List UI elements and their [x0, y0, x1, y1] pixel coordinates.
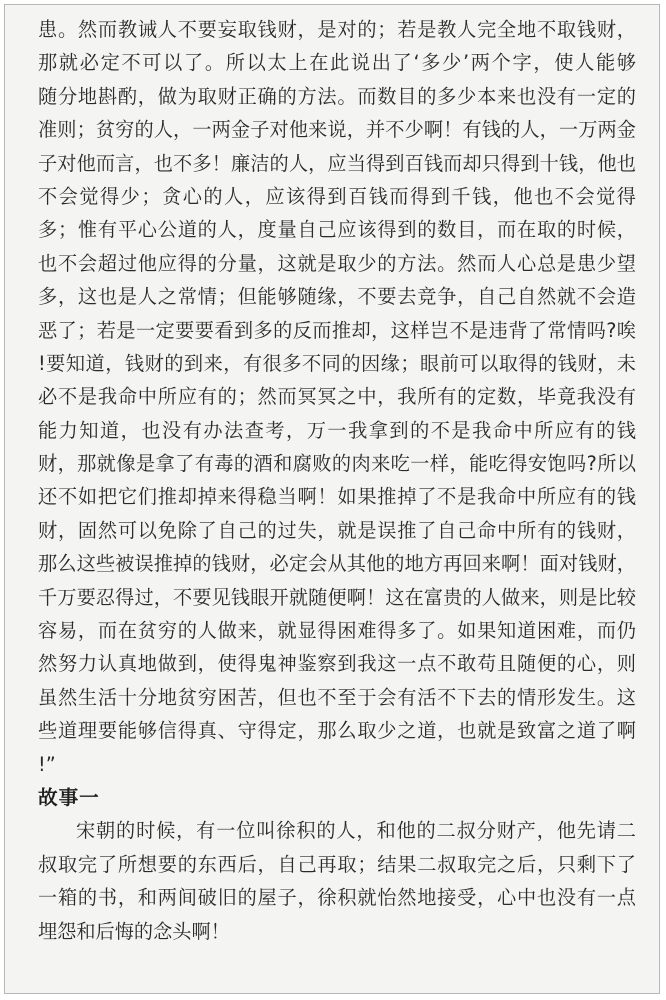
text-line: 财，固然可以免除了自己的过失，就是误推了自己命中所有的钱财，: [38, 518, 636, 542]
book-page: [4, 4, 660, 994]
text-line: 也不会超过他应得的分量，这就是取少的方法。然而人心总是患少望: [38, 251, 636, 275]
paragraph: [38, 814, 636, 948]
text-line: !”: [38, 752, 56, 776]
section-heading: 故事一: [38, 785, 100, 809]
text-line: !要知道，钱财的到来，有很多不同的因缘；眼前可以取得的钱财，未: [38, 351, 636, 375]
text-line: 埋怨和后悔的念头啊！: [38, 919, 230, 943]
text-line: 那么这些被误推掉的钱财，必定会从其他的地方再回来啊！面对钱财，: [38, 552, 636, 576]
text-line: 多；惟有平心公道的人，度量自己应该得到的数目，而在取的时候，: [38, 218, 636, 242]
text-line: 还不如把它们推却掉来得稳当啊！如果推掉了不是我命中所应有的钱: [38, 485, 636, 509]
text-line: 千万要忍得过，不要见钱眼开就随便啊！这在富贵的人做来，则是比较: [38, 585, 636, 609]
text-line: 财，那就像是拿了有毒的酒和腐败的肉来吃一样，能吃得安饱吗?所以: [38, 452, 636, 476]
text-line: 然努力认真地做到，使得鬼神鉴察到我这一点不敢苟且随便的心，则: [38, 652, 636, 676]
text-line: 虽然生活十分地贫穷困苦，但也不至于会有活不下去的情形发生。这: [38, 685, 636, 709]
text-line: 能力知道，也没有办法查考，万一我拿到的不是我命中所应有的钱: [38, 418, 636, 442]
text-line: 患。然而教诫人不要妄取钱财，是对的；若是教人完全地不取钱财，: [38, 18, 636, 41]
text-line: 一箱的书，和两间破旧的屋子，徐积就怡然地接受，心中也没有一点: [38, 886, 636, 910]
page-content: [38, 13, 636, 948]
text-line: 多，这也是人之常情；但能够随缘，不要去竞争，自己自然就不会造: [38, 285, 636, 309]
text-line: 叔取完了所想要的东西后，自己再取；结果二叔取完之后，只剩下了: [38, 852, 636, 876]
text-line: 那就必定不可以了。所以太上在此说出了‘多少’两个字，使人能够: [38, 51, 636, 75]
text-line: 必不是我命中所应有的；然而冥冥之中，我所有的定数，毕竟我没有: [38, 385, 636, 409]
text-line: 容易，而在贫穷的人做来，就显得困难得多了。如果知道困难，而仍: [38, 619, 636, 643]
paragraph: [38, 13, 636, 781]
text-line: 恶了；若是一定要要看到多的反而推却，这样岂不是违背了常情吗?唉: [38, 318, 636, 342]
text-line: 些道理要能够信得真、守得定，那么取少之道，也就是致富之道了啊: [38, 719, 636, 743]
text-line: 随分地斟酌，做为取财正确的方法。而数目的多少本来也没有一定的: [38, 84, 636, 108]
text-line: 子对他而言，也不多！廉洁的人，应当得到百钱而却只得到十钱，他也: [38, 151, 636, 175]
text-line: 不会觉得少；贪心的人，应该得到百钱而得到千钱，他也不会觉得: [38, 184, 636, 208]
text-line: 宋朝的时候，有一位叫徐积的人，和他的二叔分财产，他先请二: [76, 819, 636, 843]
text-line: 准则；贫穷的人，一两金子对他来说，并不少啊！有钱的人，一万两金: [38, 118, 636, 142]
